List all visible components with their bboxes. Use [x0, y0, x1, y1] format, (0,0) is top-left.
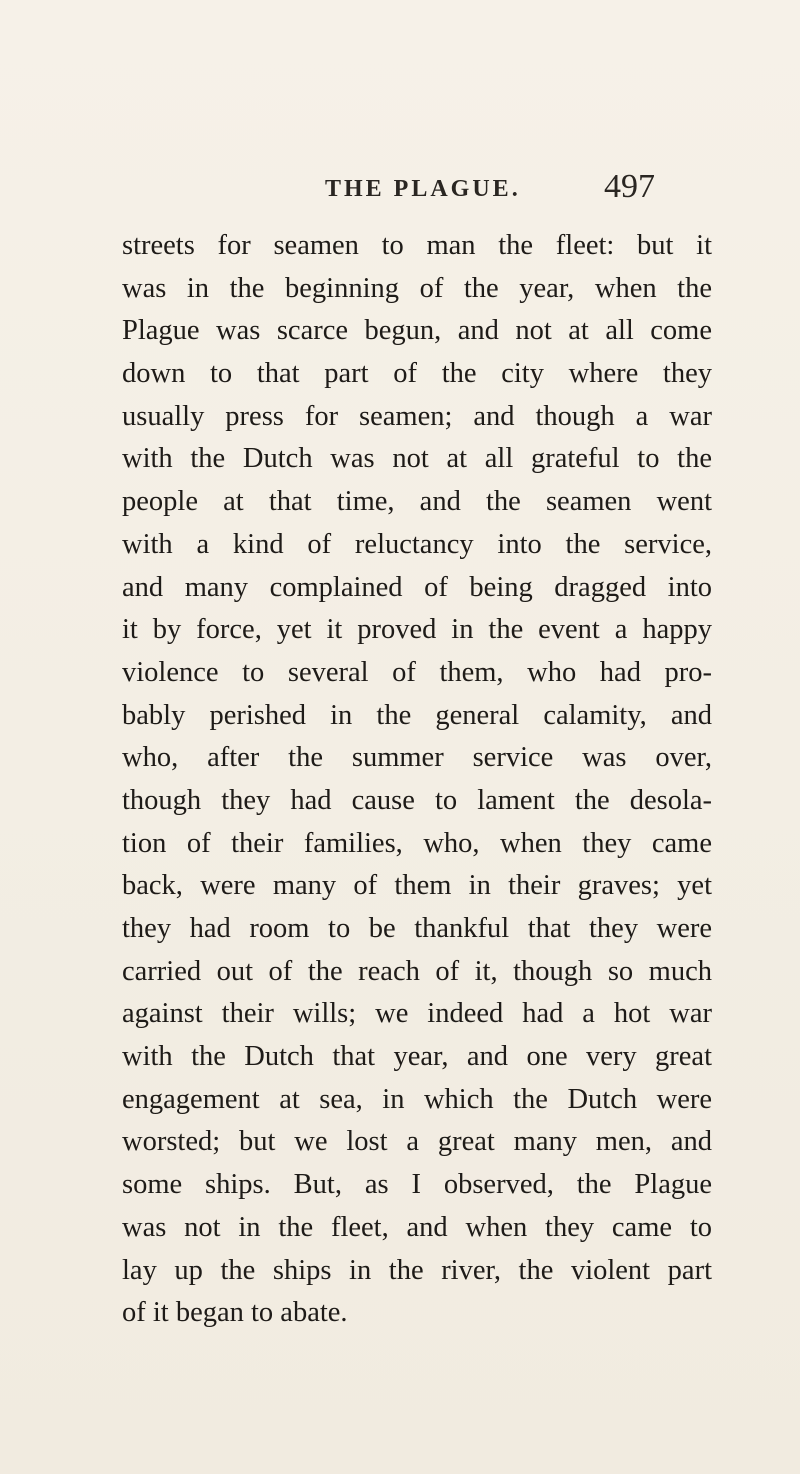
text-line: against their wills; we indeed had a hot war: [122, 998, 712, 1030]
text-line: violence to several of them, who had pro-: [122, 656, 712, 688]
body-text: [122, 225, 712, 1335]
text-line: bably perished in the general calamity, and: [122, 699, 712, 731]
text-line: usually press for seamen; and though a war: [122, 400, 712, 432]
text-line: worsted; but we lost a great many men, and: [122, 1126, 712, 1158]
running-head: THE PLAGUE.: [325, 176, 521, 202]
text-line: though they had cause to lament the desola-: [122, 784, 712, 816]
text-line: streets for seamen to man the fleet: but it: [122, 230, 712, 261]
page-number: 497: [604, 168, 655, 205]
text-line: down to that part of the city where they: [122, 358, 712, 390]
text-line: of it began to abate.: [122, 1297, 348, 1329]
text-line: was in the beginning of the year, when the: [122, 272, 712, 304]
text-line: they had room to be thankful that they were: [122, 913, 712, 944]
text-line: back, were many of them in their graves; yet: [122, 870, 712, 902]
text-line: with the Dutch was not at all grateful to the: [122, 443, 712, 475]
text-line: engagement at sea, in which the Dutch were: [122, 1083, 712, 1115]
text-line: Plague was scarce begun, and not at all come: [122, 315, 712, 347]
text-line: who, after the summer service was over,: [122, 742, 712, 774]
text-line: carried out of the reach of it, though so much: [122, 955, 712, 987]
text-line: and many complained of being dragged into: [122, 571, 712, 603]
text-line: tion of their families, who, when they came: [122, 827, 712, 859]
text-line: people at that time, and the seamen went: [122, 486, 712, 518]
text-line: lay up the ships in the river, the violent part: [122, 1254, 712, 1286]
page-header: [0, 168, 800, 208]
text-line: some ships. But, as I observed, the Plague: [122, 1169, 712, 1201]
text-line: was not in the fleet, and when they came to: [122, 1211, 712, 1243]
text-line: with a kind of reluctancy into the service,: [122, 528, 712, 560]
text-line: with the Dutch that year, and one very great: [122, 1041, 712, 1073]
text-line: it by force, yet it proved in the event a happy: [122, 614, 712, 646]
